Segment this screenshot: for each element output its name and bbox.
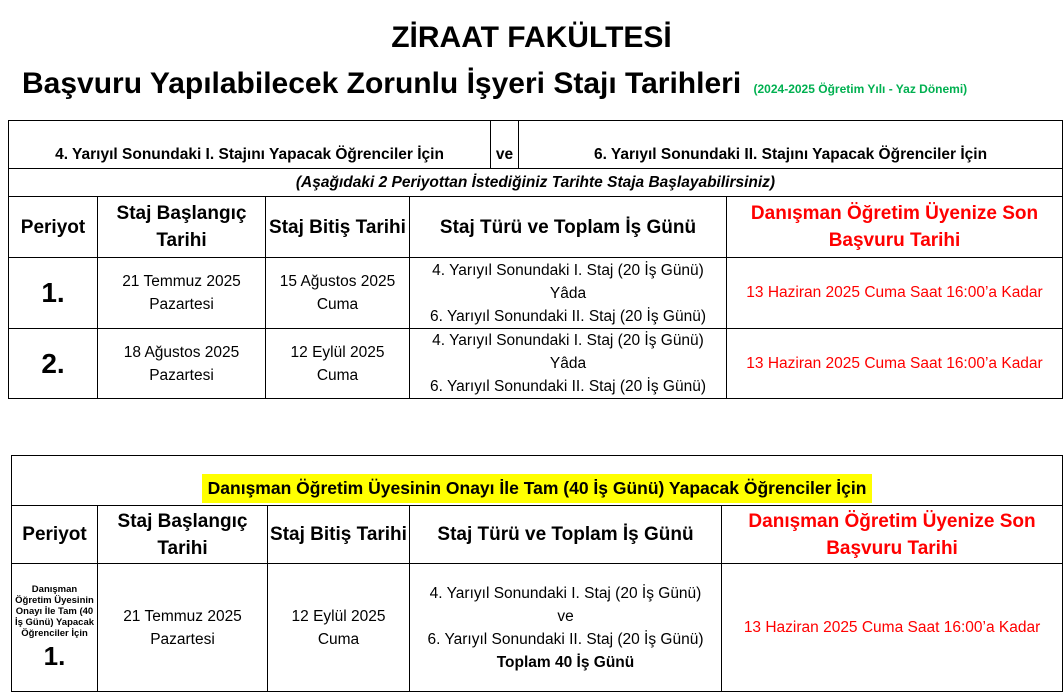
deadline-cell: 13 Haziran 2025 Cuma Saat 16:00’a Kadar	[722, 564, 1063, 692]
period-choice-note: (Aşağıdaki 2 Periyottan İstediğiniz Tarihte Staja Başlayabilirsiniz)	[9, 169, 1063, 197]
end-date-cell	[266, 258, 410, 329]
type-line-1: 4. Yarıyıl Sonundaki I. Staj (20 İş Günü)	[432, 332, 704, 349]
type-line-3: 6. Yarıyıl Sonundaki II. Staj (20 İş Günü)	[430, 378, 706, 395]
period-number: 1.	[9, 258, 98, 329]
end-day: Cuma	[316, 296, 359, 313]
col-header-deadline: Danışman Öğretim Üyenize Son Başvuru Tarihi	[722, 506, 1063, 564]
page-title-text: Başvuru Yapılabilecek Zorunlu İşyeri Stajı Tarihleri	[22, 67, 742, 100]
internship-periods-table	[8, 120, 1063, 399]
internship-type-cell	[410, 564, 722, 692]
start-day: Pazartesi	[150, 630, 215, 648]
period-note: Danışman Öğretim Üyesinin Onayı İle Tam (40 İş Günü) Yapacak Öğrenciler İçin	[14, 583, 95, 639]
type-line-3: 6. Yarıyıl Sonundaki II. Staj (20 İş Günü)	[427, 630, 704, 648]
faculty-title: ZİRAAT FAKÜLTESİ	[391, 21, 672, 54]
page-title	[22, 66, 1062, 107]
end-date: 12 Eylül 2025	[290, 343, 385, 361]
deadline-cell: 13 Haziran 2025 Cuma Saat 16:00’a Kadar	[727, 258, 1063, 329]
group-right-header: 6. Yarıyıl Sonundaki II. Stajını Yapacak Öğrenciler İçin	[519, 121, 1063, 169]
academic-year-subtitle: (2024-2025 Öğretim Yılı - Yaz Dönemi)	[753, 82, 968, 96]
end-day: Cuma	[317, 630, 360, 648]
type-line-3: 6. Yarıyıl Sonundaki II. Staj (20 İş Günü)	[430, 307, 706, 325]
start-date: 18 Ağustos 2025	[123, 343, 240, 361]
type-line-1: 4. Yarıyıl Sonundaki I. Staj (20 İş Günü)	[429, 584, 702, 602]
internship-type-cell	[410, 329, 727, 399]
full-internship-table	[11, 455, 1063, 692]
start-date: 21 Temmuz 2025	[122, 273, 241, 290]
type-line-2: Yâda	[549, 355, 587, 372]
end-day: Cuma	[316, 366, 359, 384]
type-line-2: Yâda	[549, 284, 587, 302]
col-header-type: Staj Türü ve Toplam İş Günü	[410, 197, 727, 258]
start-day: Pazartesi	[149, 366, 214, 384]
table-row	[12, 564, 1063, 692]
type-line-1: 4. Yarıyıl Sonundaki I. Staj (20 İş Günü)	[432, 261, 704, 279]
end-date-cell	[268, 564, 410, 692]
table-row	[9, 329, 1063, 399]
type-line-2: ve	[557, 607, 574, 625]
col-header-deadline: Danışman Öğretim Üyenize Son Başvuru Tarihi	[727, 197, 1063, 258]
start-date-cell	[98, 564, 268, 692]
col-header-start: Staj Başlangıç Tarihi	[98, 197, 266, 258]
internship-type-cell	[410, 258, 727, 329]
start-date-cell	[98, 329, 266, 399]
start-date: 21 Temmuz 2025	[123, 607, 242, 625]
table-row	[9, 258, 1063, 329]
col-header-end: Staj Bitiş Tarihi	[266, 197, 410, 258]
start-day: Pazartesi	[149, 296, 214, 313]
col-header-period: Periyot	[12, 506, 98, 564]
col-header-start: Staj Başlangıç Tarihi	[98, 506, 268, 564]
col-header-period: Periyot	[9, 197, 98, 258]
period-number: 2.	[9, 329, 98, 399]
period-cell	[12, 564, 98, 692]
start-date-cell	[98, 258, 266, 329]
end-date-cell	[266, 329, 410, 399]
col-header-type: Staj Türü ve Toplam İş Günü	[410, 506, 722, 564]
full-internship-group-header	[12, 456, 1063, 506]
deadline-cell: 13 Haziran 2025 Cuma Saat 16:00’a Kadar	[727, 329, 1063, 399]
col-header-end: Staj Bitiş Tarihi	[268, 506, 410, 564]
group-and-label: ve	[491, 121, 519, 169]
type-total: Toplam 40 İş Günü	[496, 653, 635, 671]
end-date: 12 Eylül 2025	[291, 607, 386, 625]
period-number: 1.	[43, 640, 66, 671]
group-left-header: 4. Yarıyıl Sonundaki I. Stajını Yapacak Öğrenciler İçin	[9, 121, 491, 169]
end-date: 15 Ağustos 2025	[279, 273, 396, 290]
highlighted-group-title: Danışman Öğretim Üyesinin Onayı İle Tam (40 İş Günü) Yapacak Öğrenciler İçin	[202, 474, 873, 503]
